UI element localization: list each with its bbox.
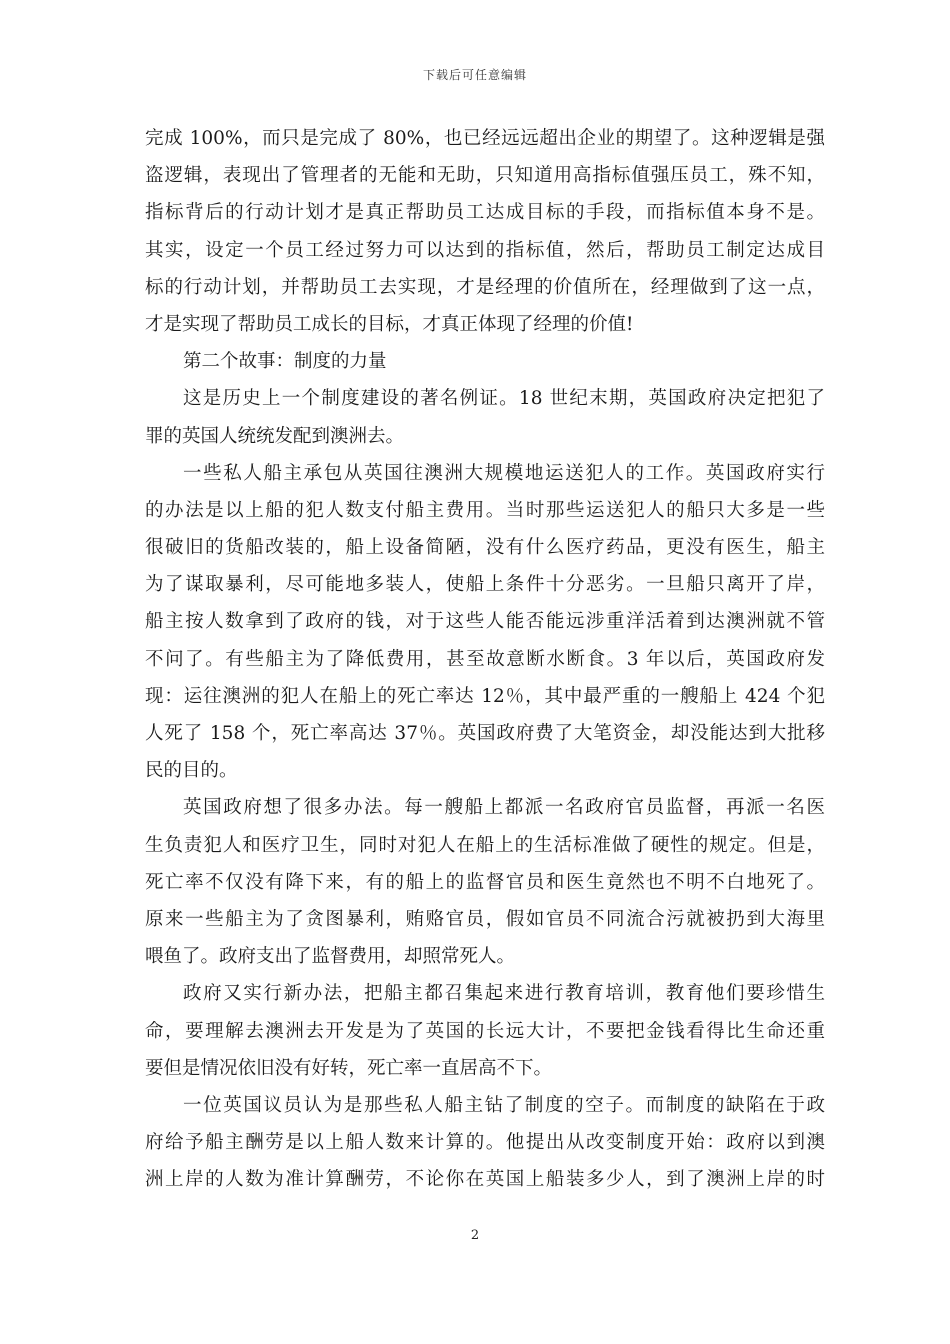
text-line: 标的行动计划，并帮助员工去实现，才是经理的价值所在，经理做到了这一点， xyxy=(145,276,825,298)
text-line: 死亡率不仅没有降下来，有的船上的监督官员和医生竟然也不明不白地死了。 xyxy=(145,871,825,893)
text-line: 英国政府想了很多办法。每一艘船上都派一名政府官员监督，再派一名医 xyxy=(183,797,825,819)
text-line: 很破旧的货船改装的，船上设备简陋，没有什么医疗药品，更没有医生，船主 xyxy=(145,537,825,559)
text-line: 命，要理解去澳洲去开发是为了英国的长远大计，不要把金钱看得比生命还重 xyxy=(145,1020,825,1042)
text-line: 洲上岸的人数为准计算酬劳，不论你在英国上船装多少人，到了澳洲上岸的时 xyxy=(145,1169,825,1191)
text-line: 船主按人数拿到了政府的钱，对于这些人能否能远涉重洋活着到达澳洲就不管 xyxy=(145,611,825,633)
text-line: 第二个故事：制度的力量 xyxy=(183,351,387,373)
text-line: 民的目的。 xyxy=(145,760,238,782)
text-line: 为了谋取暴利，尽可能地多装人，使船上条件十分恶劣。一旦船只离开了岸， xyxy=(145,574,825,596)
text-line: 要但是情况依旧没有好转，死亡率一直居高不下。 xyxy=(145,1057,553,1079)
text-line: 一些私人船主承包从英国往澳洲大规模地运送犯人的工作。英国政府实行 xyxy=(183,462,825,484)
text-line: 政府又实行新办法，把船主都召集起来进行教育培训，教育他们要珍惜生 xyxy=(183,983,825,1005)
document-body xyxy=(145,120,825,1198)
text-line: 现：运往澳洲的犯人在船上的死亡率达 12％，其中最严重的一艘船上 424 个犯 xyxy=(145,685,825,707)
text-line: 原来一些船主为了贪图暴利，贿赂官员，假如官员不同流合污就被扔到大海里 xyxy=(145,908,825,930)
text-line: 罪的英国人统统发配到澳洲去。 xyxy=(145,425,405,447)
text-line: 府给予船主酬劳是以上船人数来计算的。他提出从改变制度开始：政府以到澳 xyxy=(145,1132,825,1154)
text-line: 一位英国议员认为是那些私人船主钻了制度的空子。而制度的缺陷在于政 xyxy=(183,1094,825,1116)
text-line: 不问了。有些船主为了降低费用，甚至故意断水断食。3 年以后，英国政府发 xyxy=(145,648,825,670)
text-line: 喂鱼了。政府支出了监督费用，却照常死人。 xyxy=(145,946,516,968)
page-header: 下载后可任意编辑 xyxy=(422,68,527,82)
text-line: 其实，设定一个员工经过努力可以达到的指标值，然后，帮助员工制定达成目 xyxy=(145,239,825,261)
page-number: 2 xyxy=(470,1228,480,1243)
text-line: 才是实现了帮助员工成长的目标，才真正体现了经理的价值! xyxy=(145,313,634,335)
text-line: 盗逻辑，表现出了管理者的无能和无助，只知道用高指标值强压员工，殊不知， xyxy=(145,165,825,187)
text-line: 生负责犯人和医疗卫生，同时对犯人在船上的生活标准做了硬性的规定。但是， xyxy=(145,834,825,856)
text-line: 的办法是以上船的犯人数支付船主费用。当时那些运送犯人的船只大多是一些 xyxy=(145,499,825,521)
text-line: 人死了 158 个，死亡率高达 37％。英国政府费了大笔资金，却没能达到大批移 xyxy=(145,723,825,744)
text-line: 指标背后的行动计划才是真正帮助员工达成目标的手段，而指标值本身不是。 xyxy=(145,202,825,224)
text-line: 完成 100%，而只是完成了 80%，也已经远远超出企业的期望了。这种逻辑是强 xyxy=(145,128,825,149)
text-line: 这是历史上一个制度建设的著名例证。18 世纪末期，英国政府决定把犯了 xyxy=(183,388,825,410)
